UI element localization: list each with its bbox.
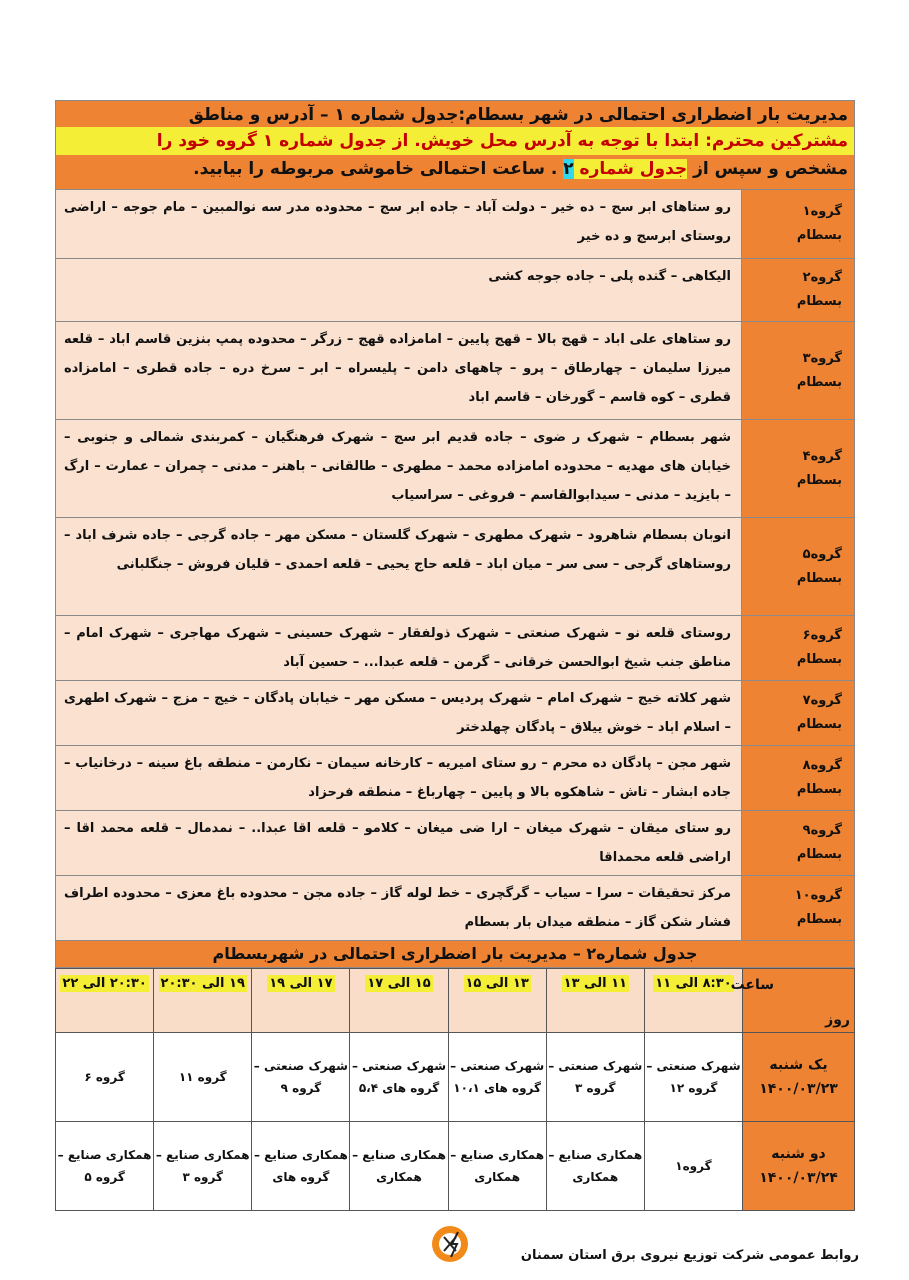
day-cell — [743, 1033, 855, 1122]
schedule-cell: همکاری صنایع – همکاری — [546, 1122, 644, 1211]
schedule-row — [56, 1122, 855, 1211]
day-name: یک شنبه — [769, 1057, 828, 1073]
group-row — [55, 681, 855, 746]
group-city: بسطام — [796, 472, 842, 488]
day-date: ۱۴۰۰/۰۳/۲۴ — [759, 1170, 838, 1186]
time-slot-label: ۲۰:۳۰ الی ۲۲ — [62, 976, 147, 991]
group-city: بسطام — [796, 374, 842, 390]
group-label — [742, 259, 854, 321]
time-slot-label: ۸:۳۰ الی ۱۱ — [655, 976, 732, 991]
schedule-table — [55, 968, 855, 1211]
schedule-cell: شهرک صنعتی – گروه ۹ — [252, 1033, 350, 1122]
group-label — [742, 190, 854, 258]
table2-title: جدول شماره۲ – مدیریت بار اضطراری احتمالی در شهربسطام — [55, 941, 855, 968]
footer-credit: روابط عمومی شرکت توزیع نیروی برق استان سمنان — [520, 1248, 859, 1263]
time-slot — [448, 969, 546, 1033]
group-row — [55, 811, 855, 876]
group-row — [55, 746, 855, 811]
schedule-cell: همکاری صنایع – همکاری — [350, 1122, 448, 1211]
time-slot — [350, 969, 448, 1033]
group-areas: مرکز تحقیقات – سرا – سیاب – گرگچری – خط لوله گاز – جاده مجن – محدوده باغ معزی – محدوده اطراف فشار شکن گاز – منطقه میدان بار بسطام — [56, 876, 742, 940]
group-name: گروه۵ — [802, 546, 842, 562]
group-name: گروه۱ — [802, 204, 842, 219]
schedule-cell: شهرک صنعتی – گروه های ۱۰،۱ — [448, 1033, 546, 1122]
schedule-cell: همکاری صنایع – همکاری — [448, 1122, 546, 1211]
group-label — [742, 420, 854, 517]
group-areas: انوبان بسطام شاهرود – شهرک مطهری – شهرک گلستان – مسکن مهر – جاده گرجی – جاده شرف اباد – روستاهای گرجی – سی سر – میان اباد – قلعه حاج یحیی – قلعه احمدی – قلیان فروش – جنگلبانی — [56, 518, 742, 615]
group-row — [55, 259, 855, 322]
time-slot-label: ۱۹ الی ۲۰:۳۰ — [160, 976, 245, 991]
group-city: بسطام — [796, 228, 842, 243]
group-city: بسطام — [796, 782, 842, 797]
group-name: گروه۹ — [802, 823, 842, 838]
group-name: گروه۱۰ — [794, 888, 842, 903]
notice-line-1: مشترکین محترم: ابتدا با توجه به آدرس محل خویش. از جدول شماره ۱ گروه خود را — [56, 127, 854, 155]
header-corner — [730, 969, 855, 1033]
group-label — [742, 518, 854, 615]
notice-highlight-number: ۲ — [563, 159, 574, 179]
group-areas: رو ستاهای ابر سج – ده خیر – دولت آباد – جاده ابر سج – محدوده مدر سه نوالمبین – مام جوجه – اراضی روستای ابرسج و ده خیر — [56, 190, 742, 258]
group-label — [742, 811, 854, 875]
group-name: گروه۲ — [802, 270, 842, 285]
page-title: مدیریت بار اضطراری احتمالی در شهر بسطام:جدول شماره ۱ – آدرس و مناطق — [188, 105, 848, 125]
group-row — [55, 616, 855, 681]
notice-line-2-end: . ساعت احتمالی خاموشی مربوطه را بیابید. — [193, 159, 564, 179]
schedule-cell: شهرک صنعتی – گروه ۱۲ — [644, 1033, 742, 1122]
group-label — [742, 616, 854, 680]
group-name: گروه۸ — [802, 758, 842, 773]
notice-highlight-table: جدول شماره — [573, 159, 688, 179]
schedule-cell: شهرک صنعتی – گروه های ۵،۴ — [350, 1033, 448, 1122]
time-slot — [56, 969, 154, 1033]
time-slot-label: ۱۵ الی ۱۷ — [367, 976, 431, 991]
time-slot — [252, 969, 350, 1033]
schedule-header-row — [56, 969, 855, 1033]
day-label: روز — [825, 1012, 850, 1028]
group-areas: روستای قلعه نو – شهرک صنعتی – شهرک ذولفقار – شهرک حسینی – شهرک مهاجری – شهرک امام – مناطق جنب شیخ ابوالحسن خرقانی – گرمن – قلعه عبدا... – حسین آباد — [56, 616, 742, 680]
group-city: بسطام — [796, 294, 842, 309]
group-areas: شهر بسطام – شهرک ر ضوی – جاده قدیم ابر سج – شهرک فرهنگیان – کمربندی شمالی و جنوبی – خیابان های مهدیه – محدوده امامزاده محمد – مطهری – طالقانی – باهنر – مدنی – چمران – عمارت – ارگ – بایزید – مدنی – سیدابوالقاسم – فروغی – سراسیاب — [56, 420, 742, 517]
schedule-cell: شهرک صنعتی – گروه ۳ — [546, 1033, 644, 1122]
group-city: بسطام — [796, 847, 842, 862]
document-sheet — [55, 100, 855, 1211]
time-slot — [644, 969, 742, 1033]
group-label — [742, 681, 854, 745]
group-areas: رو ستای میقان – شهرک میغان – ارا ضی میغان – کلامو – قلعه اقا عبدا.. – نمدمال – قلعه محمد اقا – اراضی قلعه محمداقا — [56, 811, 742, 875]
group-name: گروه۴ — [802, 448, 842, 464]
time-slot — [546, 969, 644, 1033]
hour-label: ساعت — [730, 977, 774, 993]
time-slot-label: ۱۱ الی ۱۳ — [563, 976, 627, 991]
schedule-cell: همکاری صنایع – گروه ۵ — [56, 1122, 154, 1211]
notice-line-2 — [56, 155, 854, 189]
day-cell — [743, 1122, 855, 1211]
time-slot-label: ۱۷ الی ۱۹ — [269, 976, 333, 991]
schedule-cell: گروه ۶ — [56, 1033, 154, 1122]
power-company-logo-icon — [430, 1224, 470, 1264]
time-slot — [154, 969, 252, 1033]
group-areas: الیکاهی – گنده پلی – جاده جوجه کشی — [56, 259, 742, 321]
group-city: بسطام — [796, 570, 842, 586]
groups-table — [55, 190, 855, 941]
time-slot-label: ۱۳ الی ۱۵ — [465, 976, 529, 991]
group-row — [55, 420, 855, 518]
group-city: بسطام — [796, 717, 842, 732]
group-label — [742, 322, 854, 419]
schedule-cell: همکاری صنایع – گروه ۳ — [154, 1122, 252, 1211]
group-city: بسطام — [796, 652, 842, 667]
group-row — [55, 876, 855, 941]
group-areas: شهر مجن – پادگان ده محرم – رو ستای امیریه – کارخانه سیمان – نکارمن – منطقه باغ سینه – درخانیاب – جاده ابشار – تاش – شاهکوه بالا و پایین – چهارباغ – منطقه فرحزاد — [56, 746, 742, 810]
schedule-cell: گروه۱ — [644, 1122, 742, 1211]
group-name: گروه۶ — [802, 628, 842, 643]
group-label — [742, 876, 854, 940]
day-date: ۱۴۰۰/۰۳/۲۳ — [759, 1081, 838, 1097]
group-areas: شهر کلاته خیج – شهرک امام – شهرک پردیس – مسکن مهر – خیابان پادگان – خیج – مزج – شهرک اطهری – اسلام اباد – خوش ییلاق – پادگان چهلدختر — [56, 681, 742, 745]
group-row — [55, 322, 855, 420]
group-name: گروه۳ — [802, 350, 842, 366]
group-label — [742, 746, 854, 810]
group-city: بسطام — [796, 912, 842, 927]
notice-line-2-start: مشخص و سپس از — [687, 159, 848, 179]
group-areas: رو ستاهای علی اباد – قهج بالا – قهج پایین – امامزاده قهج – زرگر – محدوده پمپ بنزین قاسم اباد – قلعه میرزا سلیمان – چهارطاق – پرو – چاههای دامن – پلیسراه – ابر – سرخ دره – جاده قطری – امامزاده قطری – کوه قاسم – گورخان – قاسم اباد — [56, 322, 742, 419]
schedule-cell: گروه ۱۱ — [154, 1033, 252, 1122]
schedule-row — [56, 1033, 855, 1122]
header-block — [55, 100, 855, 190]
group-row — [55, 190, 855, 259]
day-name: دو شنبه — [771, 1146, 826, 1162]
group-row — [55, 518, 855, 616]
schedule-cell: همکاری صنایع – گروه های — [252, 1122, 350, 1211]
group-name: گروه۷ — [802, 693, 842, 708]
